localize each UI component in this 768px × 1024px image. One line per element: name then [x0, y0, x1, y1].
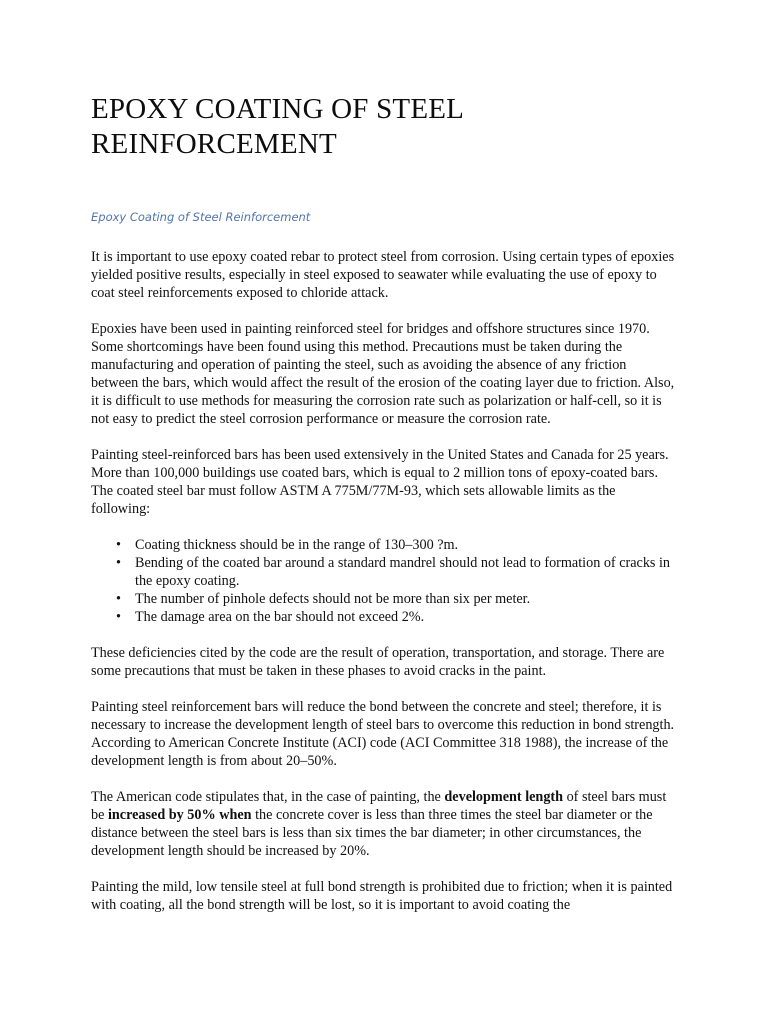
bullet-marker: • [116, 537, 121, 553]
paragraph-history: Epoxies have been used in painting reinforced steel for bridges and offshore structures since 1970. Some shortcomings have been found using this method. Precautions must be taken during the manufacturing and operation of painting the steel, such as avoiding the absence of any friction between the bars, which would affect the result of the erosion of the coating layer due to friction. Also, it is difficult to use methods for measuring the corrosion rate such as polarization or half-cell, so it is not easy to predict the steel corrosion performance or measure the corrosion rate. [91, 321, 675, 427]
bold-development-length: development length [444, 789, 564, 805]
paragraph-american-code [91, 788, 676, 860]
bullet-marker: • [116, 555, 121, 571]
limits-list [91, 536, 676, 626]
paragraph-intro: It is important to use epoxy coated rebar to protect steel from corrosion. Using certain types of epoxies yielded positive results, especially in steel exposed to seawater while evaluating the use of epoxy to coat steel reinforcements exposed to chloride attack. [91, 249, 675, 301]
list-item-text: The damage area on the bar should not exceed 2%. [135, 609, 425, 625]
code-text-1: The American code stipulates that, in the case of painting, the [91, 789, 445, 805]
list-item-text: The number of pinhole defects should not be more than six per meter. [135, 591, 531, 607]
list-item-text: Coating thickness should be in the range of 130–300 ?m. [135, 537, 459, 553]
bold-increase: increased by 50% when [107, 807, 252, 823]
bullet-marker: • [116, 609, 121, 625]
code-text-3: the concrete cover is less than three times the steel bar diameter or the distance between the steel bars is less than six times the bar diameter; in other circumstances, the development length should be increased by 20%. [91, 807, 653, 859]
document-body [91, 248, 676, 932]
title-line-2: REINFORCEMENT [91, 128, 337, 160]
list-item [116, 590, 676, 608]
paragraph-bond-strength: Painting steel reinforcement bars will reduce the bond between the concrete and steel; therefore, it is necessary to increase the development length of steel bars to overcome this reduction in bond strength. According to American Concrete Institute (ACI) code (ACI Committee 318 1988), the increase of the development length is from about 20–50%. [91, 699, 675, 769]
bullet-marker: • [116, 591, 121, 607]
paragraph-deficiencies: These deficiencies cited by the code are the result of operation, transportation, and storage. There are some precautions that must be taken in these phases to avoid cracks in the paint. [91, 645, 665, 679]
title-line-1: EPOXY COATING OF STEEL [91, 93, 465, 125]
document-title [91, 92, 691, 162]
paragraph-mild-steel: Painting the mild, low tensile steel at full bond strength is prohibited due to friction; when it is painted with coating, all the bond strength will be lost, so it is important to avoid coating the [91, 879, 673, 913]
figure-caption: Epoxy Coating of Steel Reinforcement [91, 210, 311, 224]
code-text-2: of steel bars must be [91, 789, 667, 823]
list-item-text: Bending of the coated bar around a standard mandrel should not lead to formation of cracks in the epoxy coating. [135, 555, 671, 589]
list-item [116, 608, 676, 626]
paragraph-usage: Painting steel-reinforced bars has been used extensively in the United States and Canada for 25 years. More than 100,000 buildings use coated bars, which is equal to 2 million tons of epoxy-coated bars. The coated steel bar must follow ASTM A 775M/77M-93, which sets allowable limits as the following: [91, 447, 669, 517]
list-item [116, 536, 676, 554]
list-item [116, 554, 676, 590]
